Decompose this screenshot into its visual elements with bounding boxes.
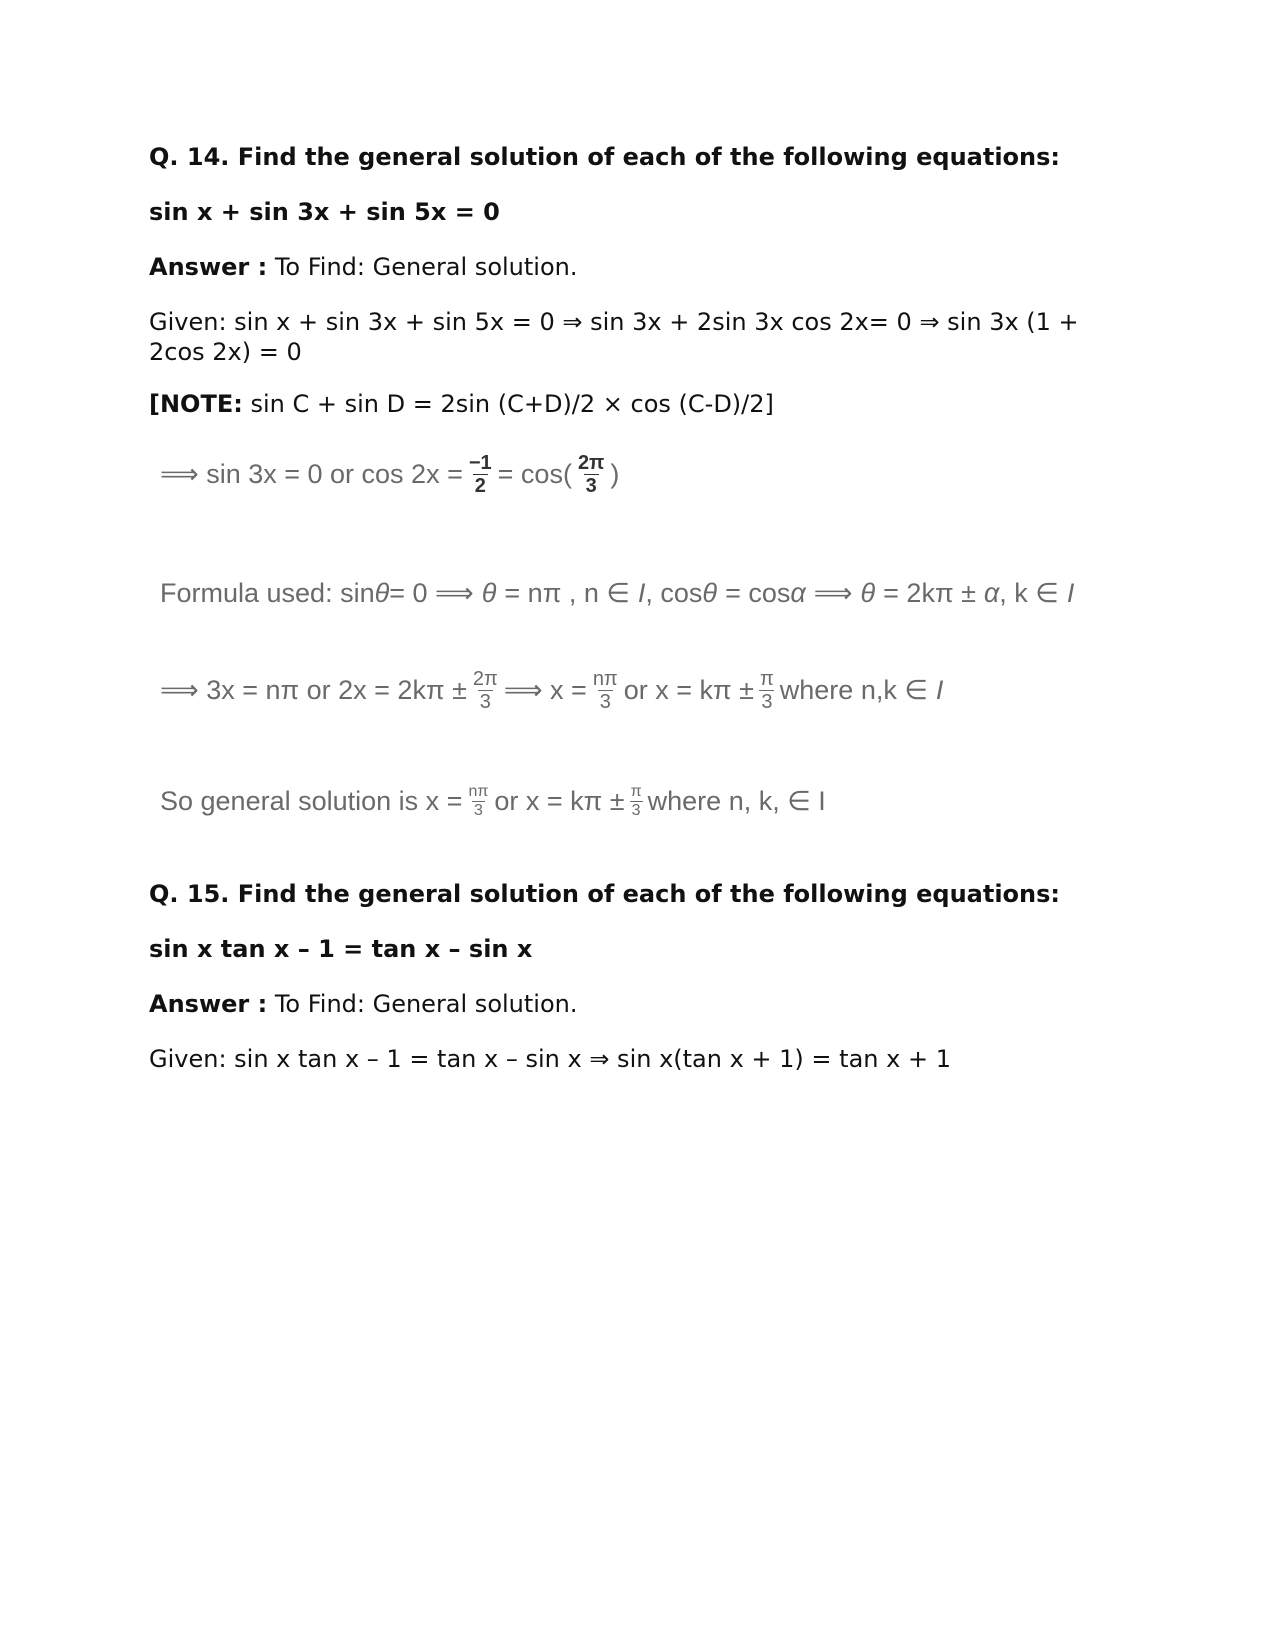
formula-part5: = cos <box>725 578 791 608</box>
formula-I-2: I <box>1066 578 1075 608</box>
step2-I: I <box>935 675 944 705</box>
formula-theta-1: θ <box>374 578 390 608</box>
formula-part1: Formula used: sin <box>160 578 375 608</box>
q14-given: Given: sin x + sin 3x + sin 5x = 0 ⇒ sin 3x + 2sin 3x cos 2x= 0 ⇒ sin 3x (1 + 2cos 2x) = 0 <box>149 308 1079 366</box>
note-text: sin C + sin D = 2sin (C+D)/2 × cos (C-D)/2] <box>242 390 774 418</box>
q14-note <box>149 389 774 419</box>
step1-frac1-num: −1 <box>468 452 492 474</box>
answer-text: To Find: General solution. <box>267 253 578 281</box>
step2-frac1-num: 2π <box>472 668 498 690</box>
answer-label: Answer : <box>149 253 268 281</box>
formula-I-1: I <box>637 578 646 608</box>
q14-equation: sin x + sin 3x + sin 5x = 0 <box>149 198 500 226</box>
step1-fraction-2 <box>576 452 606 497</box>
step2-frac2-den: 3 <box>599 691 611 713</box>
solution-lhs: So general solution is x = <box>160 786 463 816</box>
formula-part3: = nπ , n ∈ <box>504 578 630 608</box>
formula-part8: , k ∈ <box>999 578 1059 608</box>
formula-alpha-1: α <box>790 578 806 608</box>
step2-frac3-den: 3 <box>761 691 773 713</box>
step2-mid2: or x = kπ ± <box>623 675 754 705</box>
step2-fraction-3 <box>758 668 776 713</box>
solution-frac2-num: π <box>630 783 642 800</box>
q14-formula <box>160 578 1074 609</box>
step2-frac3-num: π <box>759 668 774 690</box>
formula-theta-3: θ <box>702 578 718 608</box>
q14-general-solution <box>160 783 826 820</box>
step1-frac2-den: 3 <box>585 475 597 497</box>
formula-part4: , cos <box>645 578 703 608</box>
solution-frac1-den: 3 <box>473 802 483 819</box>
formula-part7: = 2kπ ± <box>883 578 976 608</box>
formula-part6: ⟹ <box>813 578 853 608</box>
formula-alpha-2: α <box>983 578 1000 608</box>
formula-theta-4: θ <box>860 578 876 608</box>
step1-frac1-den: 2 <box>474 475 486 497</box>
step1-end: ) <box>610 459 620 489</box>
step2-fraction-1 <box>471 668 500 713</box>
step2-mid1: ⟹ x = <box>503 675 587 705</box>
q14-answer <box>149 252 577 282</box>
step1-fraction-1 <box>467 452 494 497</box>
formula-part2: = 0 ⟹ <box>389 578 474 608</box>
q15-equation: sin x tan x – 1 = tan x – sin x <box>149 935 533 963</box>
solution-frac2-den: 3 <box>631 802 641 819</box>
step1-lhs: ⟹ sin 3x = 0 or cos 2x = <box>160 459 463 489</box>
q14-title: Q. 14. Find the general solution of each of the following equations: <box>149 143 1061 171</box>
solution-mid: or x = kπ ± <box>494 786 625 816</box>
solution-end: where n, k, ∈ I <box>647 786 826 816</box>
step2-fraction-2 <box>591 668 620 713</box>
step1-frac2-num: 2π <box>577 452 605 474</box>
answer-label: Answer : <box>149 990 268 1018</box>
q15-given: Given: sin x tan x – 1 = tan x – sin x ⇒ sin x(tan x + 1) = tan x + 1 <box>149 1045 951 1073</box>
formula-theta-2: θ <box>481 578 497 608</box>
answer-text: To Find: General solution. <box>267 990 578 1018</box>
q15-answer <box>149 989 577 1019</box>
q15-title: Q. 15. Find the general solution of each of the following equations: <box>149 880 1061 908</box>
solution-frac1-num: nπ <box>468 783 489 800</box>
step1-mid: = cos( <box>497 459 572 489</box>
solution-fraction-2 <box>629 783 644 820</box>
step2-end: where n,k ∈ <box>779 675 928 705</box>
step2-lhs: ⟹ 3x = nπ or 2x = 2kπ ± <box>160 675 467 705</box>
note-label: [NOTE: <box>149 390 243 418</box>
step2-frac1-den: 3 <box>479 691 491 713</box>
solution-fraction-1 <box>466 783 490 820</box>
q14-step1 <box>160 452 619 497</box>
step2-frac2-num: nπ <box>592 668 618 690</box>
q14-step2 <box>160 668 943 713</box>
